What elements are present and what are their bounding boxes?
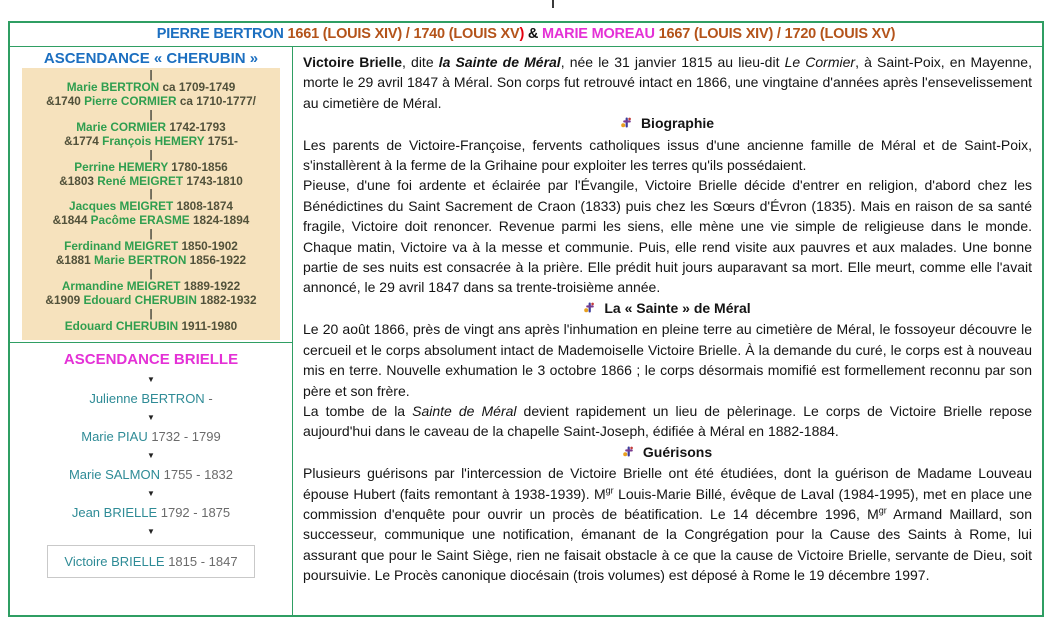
tree-person [22, 320, 280, 334]
paragraph [303, 52, 1032, 113]
tree-person-dates: 1743-1810 [183, 173, 243, 188]
brielle-person [47, 545, 254, 578]
brielle-row [10, 543, 292, 580]
tree-person-name: Jacques MEIGRET [69, 199, 174, 214]
title-segment: 1667 (LOUIS XIV) / 1720 (LOUIS XV) [658, 26, 896, 42]
tree-person-name: Marie CORMIER [76, 119, 167, 134]
brielle-person-name: Marie SALMON [68, 467, 160, 482]
section-heading-label: La « Sainte » de Méral [604, 299, 751, 316]
tree-connector: | [149, 228, 153, 241]
text-segment: devient rapidement un lieu de pèlerinage. Le corps de Victoire Brielle repose aujourd'hui dans le caveau de la chapelle Saint-Joseph, édifiée à Méral en 1882-1884. [303, 402, 1032, 440]
tree-connector: | [149, 69, 153, 81]
brielle-person-name: Victoire BRIELLE [64, 554, 165, 569]
tree-person [22, 135, 280, 149]
section-bullet-icon [621, 117, 632, 129]
down-arrow-icon: ▼ [147, 375, 155, 384]
paragraph [303, 135, 1032, 176]
document-frame [8, 21, 1044, 617]
tree-person-prefix: &1844 [52, 213, 91, 228]
tree-person-prefix: &1740 [46, 93, 85, 108]
tree-person-name: René MEIGRET [97, 173, 184, 188]
tree-connector: | [149, 148, 153, 161]
brielle-person-name: Julienne BERTRON [89, 391, 205, 406]
text-segment: Armand Maillard, son successeur, communique une notification, émanant de la Congrégation pour la Cause des Saints à Rome, lui assurant que pour le Saint Siège, rien ne faisait obstacle à ce que la cause de Victoire Brielle, servante de Dieu, soit poursuivie. Le Procès canonique diocésain (trois volumes) est déposé à Rome le 19 décembre 1997. [303, 505, 1032, 584]
page-top-mark [552, 0, 554, 8]
section-heading [303, 442, 1032, 463]
brielle-person-name: Jean BRIELLE [71, 505, 158, 520]
article-body [293, 47, 1042, 615]
brielle-row [10, 429, 292, 444]
text-segment: gr [878, 505, 887, 516]
section-heading [303, 298, 1032, 319]
tree-person [22, 175, 280, 189]
tree-person-prefix: &1803 [59, 173, 98, 188]
tree-person-name: Marie BERTRON [93, 253, 187, 268]
section-bullet-icon [584, 302, 595, 314]
section-bullet-icon [621, 114, 632, 134]
tree-person-dates: 1889-1922 [180, 279, 241, 294]
tree-person [22, 121, 280, 135]
tree-person-name: Perrine HEMERY [74, 159, 169, 174]
down-arrow-icon: ▼ [147, 451, 155, 460]
paragraph [303, 319, 1032, 401]
title-segment: & [524, 26, 543, 42]
text-segment: , dite [402, 54, 439, 70]
down-arrow-icon: ▼ [147, 489, 155, 498]
page-title [10, 23, 1042, 47]
text-segment: Pieuse, d'une foi ardente et éclairée par l'Évangile, Victoire Brielle décide d'entrer en religion, d'abord chez les Bénédictines du Saint Sacrement de Craon (1833) puis chez les Sœurs d'Évron (1835). Mais en raison de sa santé fragile, Victoire doit renoncer. Revenue parmi les siens, elle mène une vie simple de religieuse dans le monde. Chaque matin, Victoire va à la messe et communie. Puis, elle rend visite aux pauvres et aux malades. Une bonne partie de ses nuits est consacrée à la prière. Elle prédit huit jours auparavant sa mort. Elle meurt, comme elle l'avait annoncé, le 29 avril 1847 dans sa trente-troisième année. [303, 177, 1032, 296]
tree-person-prefix: &1881 [55, 253, 94, 268]
text-segment: Victoire Brielle [303, 54, 403, 70]
brielle-row [10, 391, 292, 406]
down-arrow-icon: ▼ [147, 413, 155, 422]
tree-person [22, 200, 280, 214]
tree-connector: | [149, 108, 153, 121]
paragraph [303, 401, 1032, 442]
tree-person-name: Edouard CHERUBIN [83, 292, 197, 307]
brielle-list [10, 376, 292, 580]
tree-person-name: Marie BERTRON [66, 80, 160, 94]
tree-person-dates: 1850-1902 [178, 239, 238, 254]
tree-person [22, 95, 280, 109]
brielle-row [10, 467, 292, 482]
tree-person-dates: 1824-1894 [189, 213, 250, 228]
text-segment: Le Cormier [784, 54, 856, 70]
down-arrow-icon: ▼ [147, 527, 155, 536]
brielle-person-dates: - [204, 391, 213, 406]
section-heading [303, 113, 1032, 134]
tree-connector: | [149, 268, 153, 281]
text-segment: Louis-Marie Billé, évêque de Laval (1984-1995), met en place une commission d'enquête pour ouvrir un procès de béatification. Le 14 décembre 1996, M [303, 485, 1032, 522]
tree-person [22, 240, 280, 254]
text-segment: , née le 31 janvier 1815 au lieu-dit [560, 54, 785, 70]
tree-person-name: Edouard CHERUBIN [64, 318, 179, 333]
tree-person [22, 294, 280, 308]
tree-person-name: Pierre CORMIER [84, 93, 177, 108]
brielle-person [10, 391, 292, 406]
paragraph [303, 175, 1032, 297]
tree-person-dates: 1742-1793 [166, 119, 226, 134]
section-bullet-icon [623, 443, 634, 463]
brielle-person [10, 467, 292, 482]
tree-person-dates: 1856-1922 [186, 253, 247, 268]
brielle-person-name: Marie PIAU [81, 429, 148, 444]
section-heading-label: Biographie [640, 115, 715, 132]
tree-person-dates: ca 1709-1749 [159, 80, 236, 94]
text-segment: La tombe de la [303, 402, 413, 419]
section-bullet-icon [584, 299, 595, 319]
text-segment: Sainte de Méral [412, 402, 517, 419]
paragraph [303, 463, 1032, 585]
cherubin-title: ASCENDANCE « CHERUBIN » [43, 50, 259, 67]
ascendance-cherubin-section [10, 47, 292, 343]
brielle-person-dates: 1815 - 1847 [164, 554, 238, 569]
brielle-person [10, 429, 292, 444]
section-heading-label: Guérisons [642, 443, 713, 460]
tree-person-name: François HEMERY [102, 133, 205, 148]
tree-person-prefix: &1909 [45, 292, 84, 307]
tree-person-name: Pacôme ERASME [90, 213, 190, 228]
tree-connector: | [149, 307, 153, 320]
tree-person [22, 81, 280, 95]
tree-person [22, 161, 280, 175]
cherubin-tree [22, 68, 280, 340]
section-bullet-icon [623, 446, 634, 458]
brielle-person-dates: 1755 - 1832 [160, 467, 234, 482]
tree-person-dates: 1808-1874 [173, 199, 233, 214]
title-segment: ) [519, 26, 525, 42]
tree-person-prefix: &1774 [64, 133, 103, 148]
tree-person-name: Armandine MEIGRET [61, 279, 181, 294]
tree-person-dates: 1911-1980 [178, 318, 238, 333]
brielle-person [10, 505, 292, 520]
tree-person [22, 254, 280, 268]
title-segment: 1661 (LOUIS XIV) / 1740 (LOUIS XV [287, 26, 520, 42]
brielle-person-dates: 1792 - 1875 [157, 505, 231, 520]
title-segment: MARIE MOREAU [542, 26, 659, 42]
ascendance-brielle-section [10, 343, 292, 615]
tree-person-dates: 1882-1932 [196, 292, 257, 307]
brielle-row [10, 505, 292, 520]
text-segment: gr [605, 484, 614, 495]
tree-connector: | [149, 188, 153, 201]
text-segment: la Sainte de Méral [438, 54, 561, 70]
sidebar [10, 47, 293, 615]
tree-person [22, 280, 280, 294]
tree-person-dates: 1780-1856 [168, 159, 228, 174]
tree-person-name: Ferdinand MEIGRET [64, 239, 179, 254]
text-segment: , à Saint-Poix, en Mayenne, morte le 29 avril 1847 à Méral. Son corps fut retrouvé intact en 1866, une vingtaine d'années après l'ensevelissement au cimetière de Méral. [303, 54, 1032, 111]
tree-person-dates: 1751- [204, 133, 238, 148]
brielle-person-dates: 1732 - 1799 [147, 429, 221, 444]
title-segment: PIERRE BERTRON [156, 26, 288, 42]
text-segment: Plusieurs guérisons par l'intercession de Victoire Brielle ont été étudiées, dont la guérison de Madame Louveau épouse Hubert (faits remontant à 1938-1939). M [303, 465, 1032, 502]
columns [10, 47, 1042, 615]
tree-person-dates: ca 1710-1777/ [176, 93, 256, 108]
tree-person [22, 214, 280, 228]
text-segment: Les parents de Victoire-Françoise, fervents catholiques issus d'une ancienne famille de Méral et de Saint-Poix, s'installèrent à la ferme de la Grihaine pour exploiter les terres qu'ils possédaient. [303, 136, 1032, 174]
brielle-title: ASCENDANCE BRIELLE [63, 351, 239, 368]
text-segment: Le 20 août 1866, près de vingt ans après l'inhumation en pleine terre au cimetière de Méral, le fossoyeur découvre le cercueil et le corps absolument intact de Mademoiselle Victoire Brielle. À la demande du curé, le corps est à nouveau mis en terre. Nouvelle exhumation le 3 octobre 1866 ; le corps désormais momifié est formellement reconnu par son père et son frère. [303, 321, 1032, 399]
